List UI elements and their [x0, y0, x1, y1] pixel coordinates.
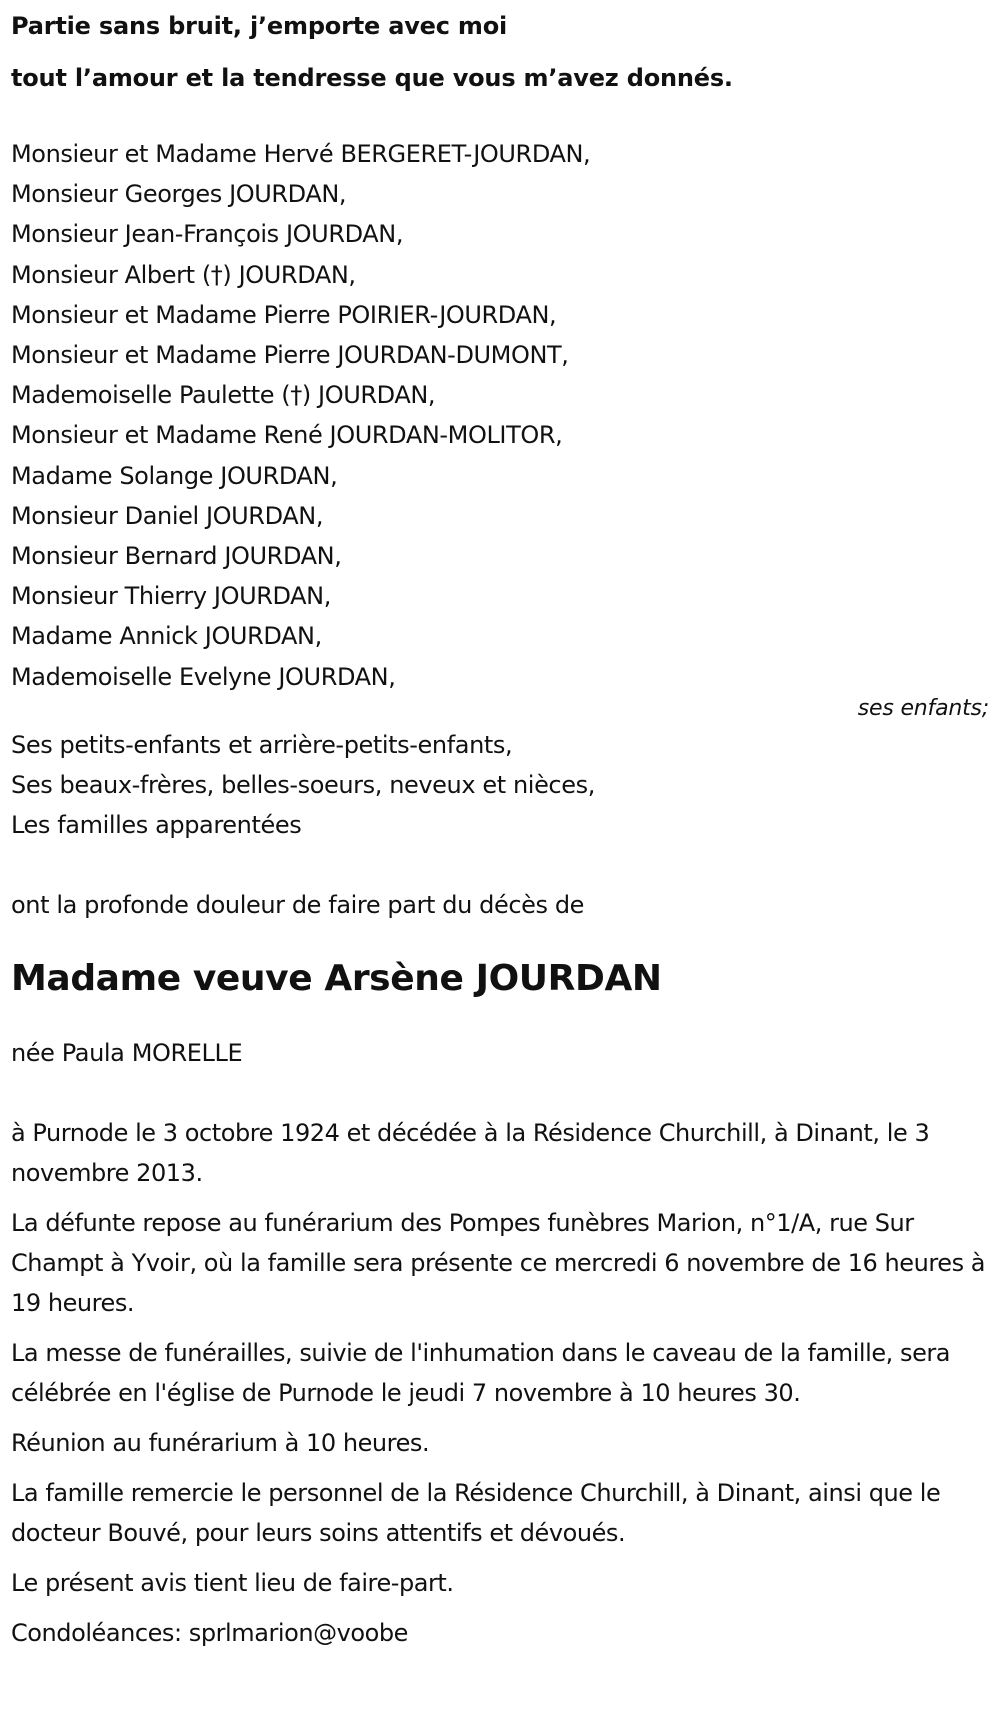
funeral-mass-paragraph: La messe de funérailles, suivie de l'inhumation dans le caveau de la famille, sera célébrée en l'église de Purnode le jeudi 7 novembre à 10 heures 30.: [11, 1339, 951, 1408]
list-item: Monsieur et Madame Pierre JOURDAN-DUMONT,: [11, 341, 569, 370]
thanks-paragraph: La famille remercie le personnel de la Résidence Churchill, à Dinant, ainsi que le docteur Bouvé, pour leurs soins attentifs et dévoués.: [11, 1479, 941, 1548]
list-item: Monsieur Jean-François JOURDAN,: [11, 220, 404, 249]
list-item: Madame Annick JOURDAN,: [11, 622, 322, 651]
birth-death-paragraph: à Purnode le 3 octobre 1924 et décédée à la Résidence Churchill, à Dinant, le 3 novembre 2013.: [11, 1119, 930, 1188]
list-item: Ses beaux-frères, belles-soeurs, neveux et nièces,: [11, 771, 595, 800]
list-item: Monsieur Thierry JOURDAN,: [11, 582, 331, 611]
list-item: Monsieur Daniel JOURDAN,: [11, 501, 324, 530]
children-list: [11, 134, 991, 697]
obituary-notice: [11, 0, 991, 1653]
list-item: Monsieur Albert (†) JOURDAN,: [11, 260, 356, 289]
deceased-name: Madame veuve Arsène JOURDAN: [11, 958, 662, 1000]
list-item: Ses petits-enfants et arrière-petits-enfants,: [11, 730, 513, 759]
list-item: Mademoiselle Paulette (†) JOURDAN,: [11, 381, 436, 410]
condolences-paragraph: Condoléances: sprlmarion@voobe: [11, 1619, 408, 1648]
announcement-text: ont la profonde douleur de faire part du décès de: [11, 891, 585, 920]
motto: [11, 0, 991, 104]
list-item: Monsieur Bernard JOURDAN,: [11, 542, 342, 571]
list-item: Madame Solange JOURDAN,: [11, 461, 338, 490]
children-role-label: ses enfants;: [857, 695, 989, 721]
list-item: Les familles apparentées: [11, 811, 302, 840]
notice-paragraph: Le présent avis tient lieu de faire-part.: [11, 1569, 454, 1598]
list-item: Monsieur et Madame René JOURDAN-MOLITOR,: [11, 421, 563, 450]
relatives-list: [11, 725, 991, 846]
list-item: Monsieur et Madame Pierre POIRIER-JOURDAN,: [11, 300, 557, 329]
list-item: Monsieur Georges JOURDAN,: [11, 180, 347, 209]
list-item: Monsieur et Madame Hervé BERGERET-JOURDAN,: [11, 140, 591, 168]
meeting-paragraph: Réunion au funérarium à 10 heures.: [11, 1429, 430, 1458]
motto-line: Partie sans bruit, j’emporte avec moi: [11, 12, 508, 40]
motto-line: tout l’amour et la tendresse que vous m’avez donnés.: [11, 64, 733, 92]
birth-name: née Paula MORELLE: [11, 1039, 243, 1068]
list-item: Mademoiselle Evelyne JOURDAN,: [11, 662, 396, 691]
funerarium-paragraph: La défunte repose au funérarium des Pompes funèbres Marion, n°1/A, rue Sur Champt à Yvoir, où la famille sera présente ce mercredi 6 novembre de 16 heures à 19 heures.: [11, 1209, 986, 1318]
